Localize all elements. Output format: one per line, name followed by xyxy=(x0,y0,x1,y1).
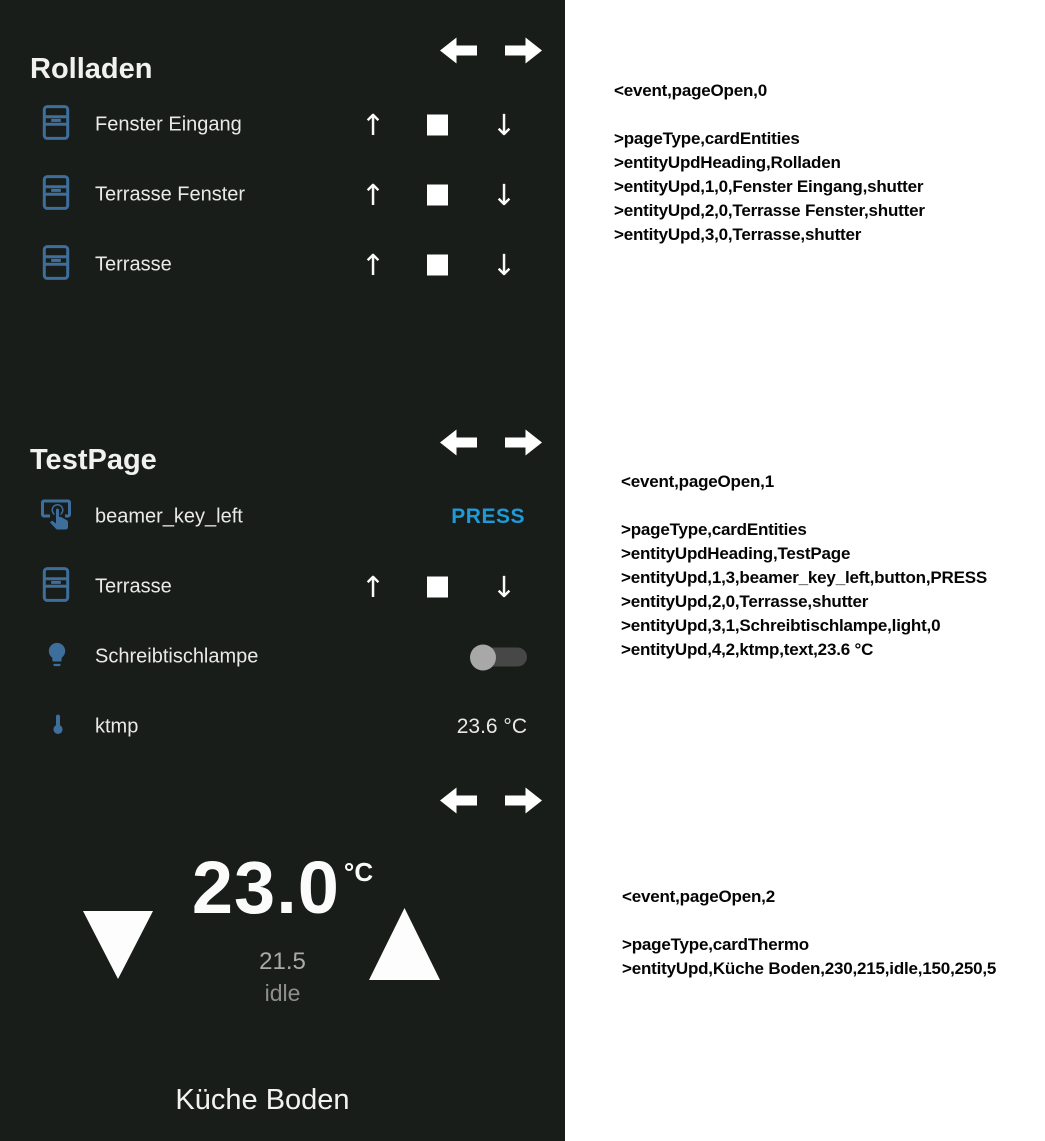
shutter-up-button[interactable]: ↑ xyxy=(360,108,386,142)
entity-row xyxy=(0,492,565,542)
arrow-right-icon xyxy=(505,35,542,66)
arrow-left-icon xyxy=(440,427,477,458)
log-line: >pageType,cardEntities xyxy=(614,129,800,148)
entity-row xyxy=(0,702,565,752)
entity-value: 23.6 °C xyxy=(456,715,527,738)
light-toggle[interactable] xyxy=(470,644,527,671)
window-shutter-icon xyxy=(41,566,71,608)
entity-row xyxy=(0,240,565,290)
log-line: >pageType,cardThermo xyxy=(622,935,809,954)
entity-row xyxy=(0,170,565,220)
page-prev-button[interactable] xyxy=(440,785,477,816)
shutter-stop-button[interactable] xyxy=(427,577,448,598)
arrow-right-icon xyxy=(505,427,542,458)
window-shutter-icon xyxy=(41,244,71,286)
window-shutter-icon xyxy=(41,104,71,146)
hvac-state: idle xyxy=(264,980,301,1006)
log-block-page2 xyxy=(622,885,996,981)
log-line: >entityUpdHeading,Rolladen xyxy=(614,153,841,172)
shutter-up-button[interactable]: ↑ xyxy=(360,248,386,282)
shutter-stop-button[interactable] xyxy=(427,115,448,136)
shutter-down-button[interactable]: ↓ xyxy=(491,570,517,604)
shutter-stop-button[interactable] xyxy=(427,185,448,206)
log-line: <event,pageOpen,0 xyxy=(614,81,767,100)
log-line: >entityUpd,1,3,beamer_key_left,button,PRESS xyxy=(621,568,987,587)
log-line: <event,pageOpen,2 xyxy=(622,887,775,906)
card-thermo xyxy=(0,770,565,1141)
arrow-left-icon xyxy=(440,35,477,66)
page-next-button[interactable] xyxy=(505,427,542,458)
log-line: >entityUpd,2,0,Terrasse Fenster,shutter xyxy=(614,201,925,220)
toggle-knob-icon xyxy=(470,644,496,670)
card-testpage xyxy=(0,390,565,770)
current-temperature-value: 23.0 xyxy=(191,846,340,929)
arrow-right-icon xyxy=(505,785,542,816)
entity-label: Fenster Eingang xyxy=(95,113,242,136)
entity-row xyxy=(0,100,565,150)
entity-label: Schreibtischlampe xyxy=(95,645,259,668)
page-prev-button[interactable] xyxy=(440,35,477,66)
lightbulb-icon xyxy=(43,639,71,675)
entity-label: Terrasse xyxy=(95,575,172,598)
press-button[interactable]: PRESS xyxy=(451,505,525,528)
page-next-button[interactable] xyxy=(505,785,542,816)
shutter-up-button[interactable]: ↑ xyxy=(360,178,386,212)
card-rolladen xyxy=(0,0,565,390)
arrow-left-icon xyxy=(440,785,477,816)
log-line: >entityUpd,4,2,ktmp,text,23.6 °C xyxy=(621,640,874,659)
log-line: >entityUpd,1,0,Fenster Eingang,shutter xyxy=(614,177,924,196)
log-block-page0 xyxy=(614,79,925,247)
log-line: >entityUpd,3,1,Schreibtischlampe,light,0 xyxy=(621,616,941,635)
shutter-down-button[interactable]: ↓ xyxy=(491,178,517,212)
log-line: >entityUpd,3,0,Terrasse,shutter xyxy=(614,225,862,244)
log-block-page1 xyxy=(621,470,987,662)
entity-row xyxy=(0,632,565,682)
shutter-down-button[interactable]: ↓ xyxy=(491,108,517,142)
log-line: >entityUpd,2,0,Terrasse,shutter xyxy=(621,592,869,611)
page-next-button[interactable] xyxy=(505,35,542,66)
window-shutter-icon xyxy=(41,174,71,216)
page-title: Rolladen xyxy=(30,53,153,86)
entity-row xyxy=(0,562,565,612)
entity-label: ktmp xyxy=(95,715,139,738)
temperature-unit: °C xyxy=(343,857,374,887)
shutter-stop-button[interactable] xyxy=(427,255,448,276)
shutter-up-button[interactable]: ↑ xyxy=(360,570,386,604)
log-line: >entityUpd,Küche Boden,230,215,idle,150,250,5 xyxy=(622,959,997,978)
page-prev-button[interactable] xyxy=(440,427,477,458)
gesture-tap-button-icon xyxy=(36,497,76,538)
thermometer-icon xyxy=(47,709,69,745)
page-title: TestPage xyxy=(30,444,157,477)
thermostat-title: Küche Boden xyxy=(175,1084,350,1116)
entity-label: Terrasse Fenster xyxy=(95,183,246,206)
log-line: >entityUpdHeading,TestPage xyxy=(621,544,851,563)
log-line: >pageType,cardEntities xyxy=(621,520,807,539)
log-line: <event,pageOpen,1 xyxy=(621,472,774,491)
entity-label: beamer_key_left xyxy=(95,505,243,528)
setpoint-temperature: 21.5 xyxy=(259,948,306,975)
shutter-down-button[interactable]: ↓ xyxy=(491,248,517,282)
entity-label: Terrasse xyxy=(95,253,172,276)
